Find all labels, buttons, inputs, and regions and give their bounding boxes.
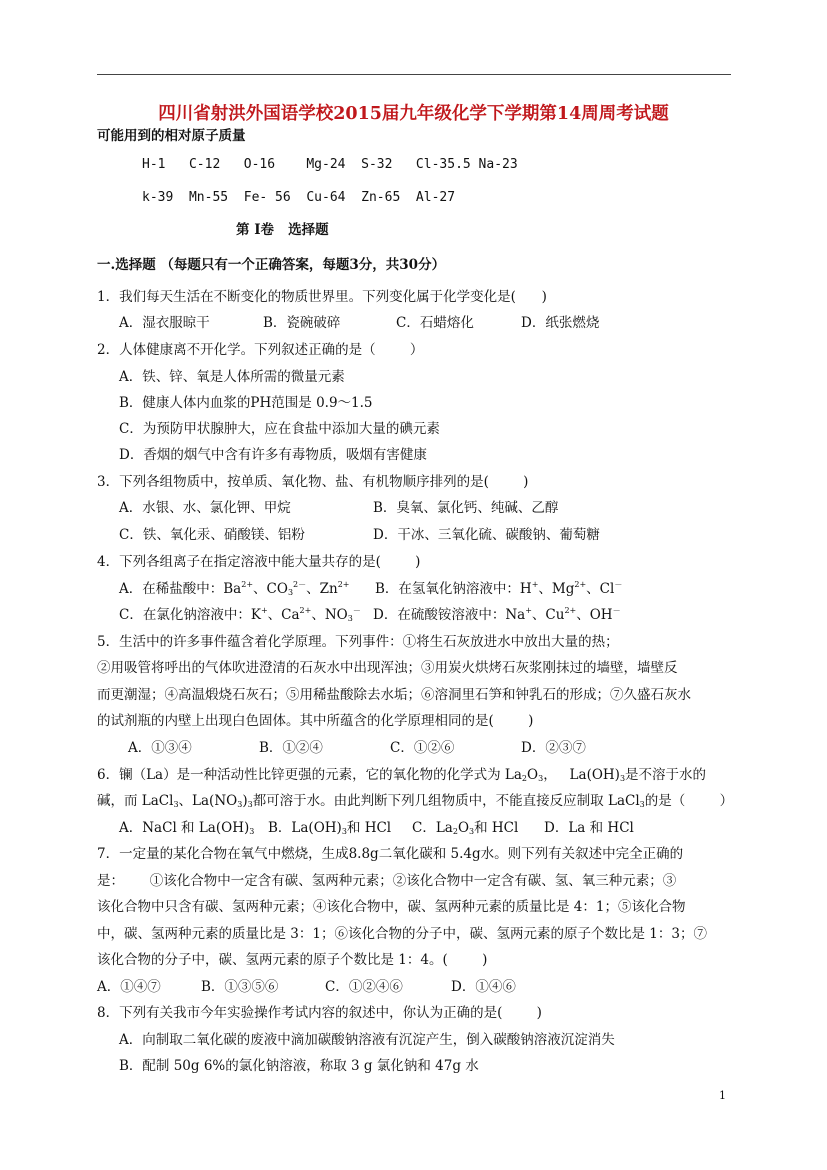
question-1-option-c: C．石蜡熔化 xyxy=(396,315,474,331)
question-5-line-3: 而更潮湿；④高温煅烧石灰石；⑤用稀盐酸除去水垢；⑥溶洞里石笋和钟乳石的形成；⑦久盛石灰水 xyxy=(97,687,691,703)
question-7-option-c: C．①②④⑥ xyxy=(325,979,403,995)
question-6-option-a: A．NaCl 和 $La(OH)_3$ xyxy=(119,820,255,836)
question-6-line-2: 碱，而 LaCl$_3$、$La(NO_3)_3$都可溶于水。由此判断下列几组物质中，不能直接反应制取 LaCl$_3$的是（ ） xyxy=(97,793,734,809)
atomic-masses-row-1: H-1 C-12 O-16 Mg-24 S-32 Cl-35.5 Na-23 xyxy=(142,157,518,172)
question-4-option-d: D．在硫酸铵溶液中：Na+、$Cu^{2+}$、OH－ xyxy=(373,606,621,623)
question-3-option-a: A．水银、水、氯化钾、甲烷 xyxy=(119,500,291,516)
question-3-option-d: D．干冰、三氧化硫、碳酸钠、葡萄糖 xyxy=(373,527,600,543)
question-5-line-4: 的试剂瓶的内壁上出现白色固体。其中所蕴含的化学原理相同的是( ) xyxy=(97,713,534,729)
question-4-option-b: B．在氢氧化钠溶液中：H+、$Mg^{2+}$、Cl－ xyxy=(375,580,623,597)
question-7-option-a: A．①④⑦ xyxy=(97,979,161,995)
question-3-option-c: C．铁、氧化汞、硝酸镁、铝粉 xyxy=(119,527,305,543)
part-heading: 一.选择题 （每题只有一个正确答案，每题3分，共30分） xyxy=(97,257,446,273)
question-1-option-b: B．瓷碗破碎 xyxy=(263,315,341,331)
question-7-line-1: 7．一定量的某化合物在氧气中燃烧，生成8.8g二氧化碳和 5.4g水。则下列有关叙述中完全正确的 xyxy=(97,846,684,862)
question-5-option-a: A．①③④ xyxy=(128,740,192,756)
question-5-line-2: ②用吸管将呼出的气体吹进澄清的石灰水中出现浑浊；③用炭火烘烤石灰浆刚抹过的墙壁，墙壁反 xyxy=(97,660,678,676)
question-2-stem: 2．人体健康离不开化学。下列叙述正确的是（ ） xyxy=(97,342,424,358)
question-4-option-c: C．在氯化钠溶液中：K+、$Ca^{2+}$、$NO_3^-$ xyxy=(119,606,361,623)
atomic-masses-row-2: k-39 Mn-55 Fe- 56 Cu-64 Zn-65 Al-27 xyxy=(142,190,456,205)
question-7-line-5: 该化合物的分子中，碳、氢两元素的原子个数比是 1：4。( ) xyxy=(97,952,488,968)
question-4-option-a: A．在稀盐酸中：$Ba^{2+}$、$CO_3^{2-}$、$Zn^{2+}$ xyxy=(119,580,350,597)
question-3-stem: 3．下列各组物质中，按单质、氧化物、盐、有机物顺序排列的是( ) xyxy=(97,474,529,490)
question-2-option-b: B．健康人体内血浆的PH范围是 0.9～1.5 xyxy=(119,395,373,411)
question-1-stem: 1．我们每天生活在不断变化的物质世界里。下列变化属于化学变化是( ) xyxy=(97,289,547,305)
atomic-mass-heading: 可能用到的相对原子质量 xyxy=(97,128,246,144)
question-4-stem: 4．下列各组离子在指定溶液中能大量共存的是( ) xyxy=(97,554,421,570)
question-5-line-1: 5．生活中的许多事件蕴含着化学原理。下列事件：①将生石灰放进水中放出大量的热； xyxy=(97,634,619,650)
question-1-option-d: D．纸张燃烧 xyxy=(521,315,600,331)
question-5-option-b: B．①②④ xyxy=(259,740,323,756)
question-7-line-2: 是： ①该化合物中一定含有碳、氢两种元素；②该化合物中一定含有碳、氢、氧三种元素；③ xyxy=(97,873,677,889)
question-8-stem: 8．下列有关我市今年实验操作考试内容的叙述中，你认为正确的是( ) xyxy=(97,1005,542,1021)
question-2-option-d: D．香烟的烟气中含有许多有毒物质，吸烟有害健康 xyxy=(119,447,427,463)
page-title: 四川省射洪外国语学校2015届九年级化学下学期第14周周考试题 xyxy=(158,104,669,124)
question-8-option-b: B．配制 50g 6%的氯化钠溶液，称取 3 g 氯化钠和 47g 水 xyxy=(119,1058,479,1074)
question-7-line-4: 中，碳、氢两种元素的质量比是 3：1；⑥该化合物的分子中，碳、氢两元素的原子个数比是 1：3；⑦ xyxy=(97,926,707,942)
question-2-option-a: A．铁、锌、氧是人体所需的微量元素 xyxy=(119,369,345,385)
question-6-option-b: B．$La(OH)_3$和 HCl xyxy=(268,820,392,836)
question-6-option-c: C．$La_2O_3$和 HCl xyxy=(412,820,519,836)
question-1-option-a: A．湿衣服晾干 xyxy=(119,315,210,331)
question-6-option-d: D．La 和 HCl xyxy=(544,820,634,836)
question-7-line-3: 该化合物中只含有碳、氢两种元素；④该化合物中，碳、氢两种元素的质量比是 4：1；⑤该化合物 xyxy=(97,899,686,915)
page-number: 1 xyxy=(719,1089,726,1102)
question-8-option-a: A．向制取二氧化碳的废液中滴加碳酸钠溶液有沉淀产生，倒入碳酸钠溶液沉淀消失 xyxy=(119,1032,615,1048)
question-2-option-c: C．为预防甲状腺肿大，应在食盐中添加大量的碘元素 xyxy=(119,421,440,437)
question-5-option-d: D．②③⑦ xyxy=(521,740,586,756)
question-7-option-b: B．①③⑤⑥ xyxy=(201,979,279,995)
question-7-option-d: D．①④⑥ xyxy=(451,979,516,995)
question-3-option-b: B．臭氧、氯化钙、纯碱、乙醇 xyxy=(373,500,559,516)
header-rule xyxy=(97,74,731,75)
question-6-line-1: 6．镧（La）是一种活动性比锌更强的元素，它的氧化物的化学式为 $La_2O_3$， $La(OH)_3$是不溶于水的 xyxy=(97,767,707,783)
question-5-option-c: C．①②⑥ xyxy=(390,740,455,756)
section-title: 第 I卷 选择题 xyxy=(236,222,329,238)
